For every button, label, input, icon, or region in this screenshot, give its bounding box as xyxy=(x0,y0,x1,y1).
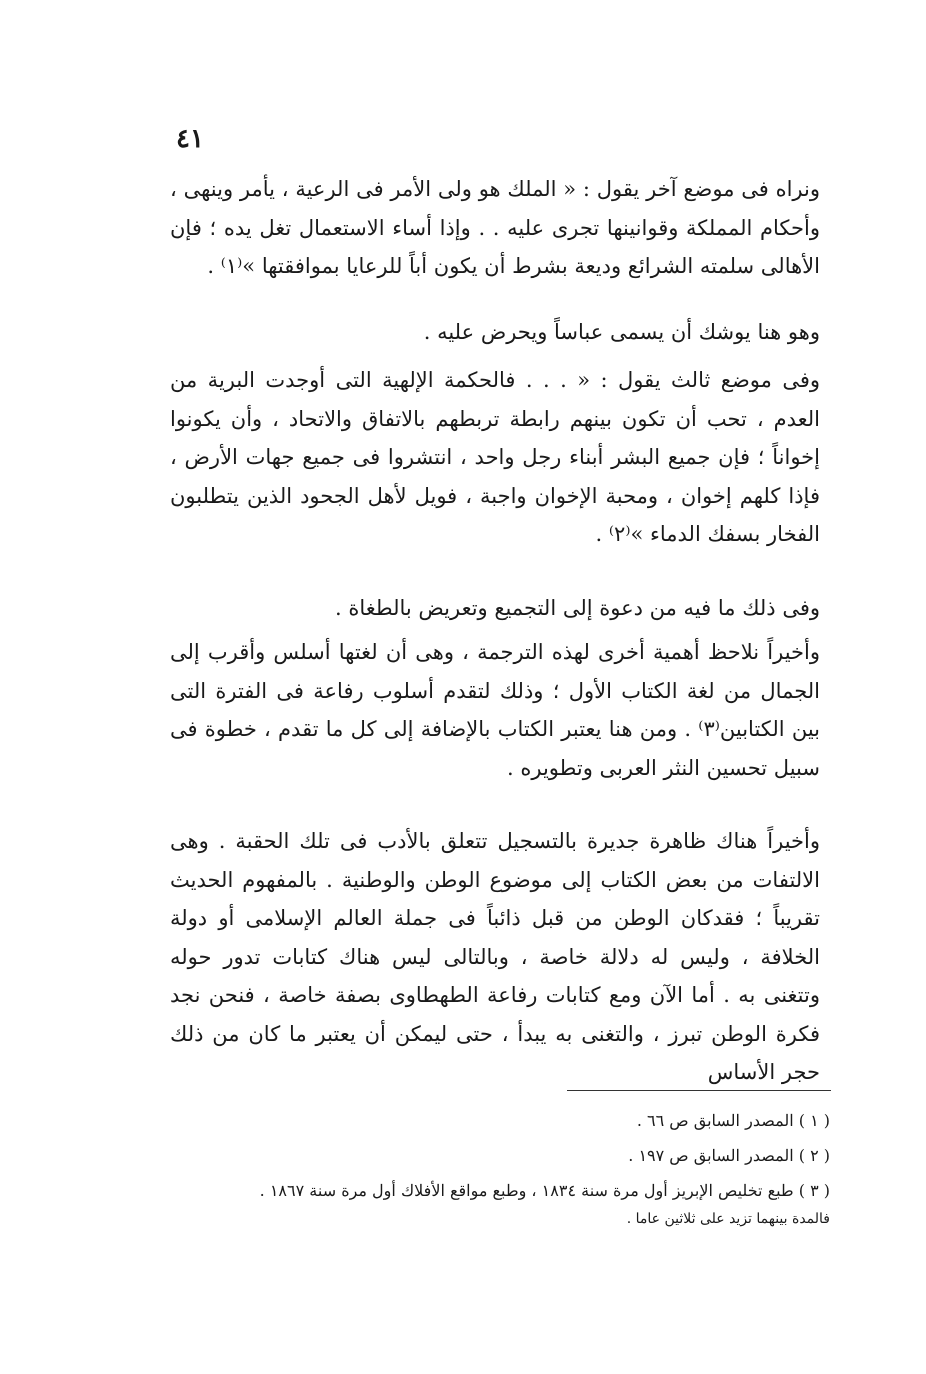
paragraph-1 xyxy=(170,170,820,286)
paragraph-6-text: وأخيراً هناك ظاهرة جديرة بالتسجيل تتعلق بالأدب فى تلك الحقبة . وهى الالتفات من بعض الكتاب إلى موضوع الوطن والوطنية . بالمفهوم الحديث تقريباً ؛ فقدكان الوطن من قبل ذائباً فى جملة العالم الإسلامى أو دولة الخلافة ، وليس له دلالة خاصة ، وبالتالى ليس هناك كتابات تدور حوله وتتغنى به . أما الآن ومع كتابات رفاعة الطهطاوى بصفة خاصة ، فنحن نجد فكرة الوطن تبرز ، والتغنى به يبدأ ، حتى ليمكن أن يعتبر ما كان من ذلك حجر الأساس xyxy=(170,829,820,1084)
paragraph-1-text: ونراه فى موضع آخر يقول : « الملك هو ولى الأمر فى الرعية ، يأمر وينهى ، وأحكام المملكة وقوانينها تجرى عليه . . وإذا أساء الاستعمال تغل يده ؛ فإن الأهالى سلمته الشرائع وديعة بشرط أن يكون أباً للرعايا بموافقتها »⁽١⁾ . xyxy=(170,177,820,278)
footnote-3: ( ٣ ) طبع تخليص الإبريز أول مرة سنة ١٨٣٤ ، وطبع مواقع الأفلاك أول مرة سنة ١٨٦٧ . xyxy=(259,1181,830,1200)
paragraph-6 xyxy=(170,822,820,1092)
paragraph-3-text: وفى موضع ثالث يقول : « . . . فالحكمة الإلهية التى أوجدت البرية من العدم ، تحب أن تكون بينهم رابطة تربطهم بالاتفاق والاتحاد ، وأن يكونوا إخواناً ؛ فإن جميع البشر أبناء رجل واحد ، انتشروا فى جميع جهات الأرض ، فإذا كلهم إخوان ، ومحبة الإخوان واجبة ، فويل لأهل الجحود الذين يتطلبون الفخار بسفك الدماء »⁽٢⁾ . xyxy=(170,368,820,546)
paragraph-3 xyxy=(170,361,820,554)
footnote-3-continuation: فالمدة بينهما تزيد على ثلاثين عاما . xyxy=(626,1211,830,1227)
paragraph-2 xyxy=(170,313,820,352)
footnotes xyxy=(160,1103,830,1230)
footnote-divider xyxy=(567,1090,831,1091)
paragraph-4-text: وفى ذلك ما فيه من دعوة إلى التجميع وتعريض بالطغاة . xyxy=(335,596,820,620)
paragraph-2-text: وهو هنا يوشك أن يسمى عباساً ويحرض عليه . xyxy=(423,320,820,344)
page-number: ٤١ xyxy=(176,124,204,154)
paragraph-4 xyxy=(170,589,820,628)
paragraph-5 xyxy=(170,633,820,787)
footnote-2: ( ٢ ) المصدر السابق ص ١٩٧ . xyxy=(628,1146,830,1165)
footnote-1: ( ١ ) المصدر السابق ص ٦٦ . xyxy=(636,1111,830,1130)
paragraph-5-text: وأخيراً نلاحظ أهمية أخرى لهذه الترجمة ، وهى أن لغتها أسلس وأقرب إلى الجمال من لغة الكتاب الأول ؛ وذلك لتقدم أسلوب رفاعة فى الفترة التى بين الكتابين⁽٣⁾ . ومن هنا يعتبر الكتاب بالإضافة إلى كل ما تقدم ، خطوة فى سبيل تحسين النثر العربى وتطويره . xyxy=(170,640,821,780)
